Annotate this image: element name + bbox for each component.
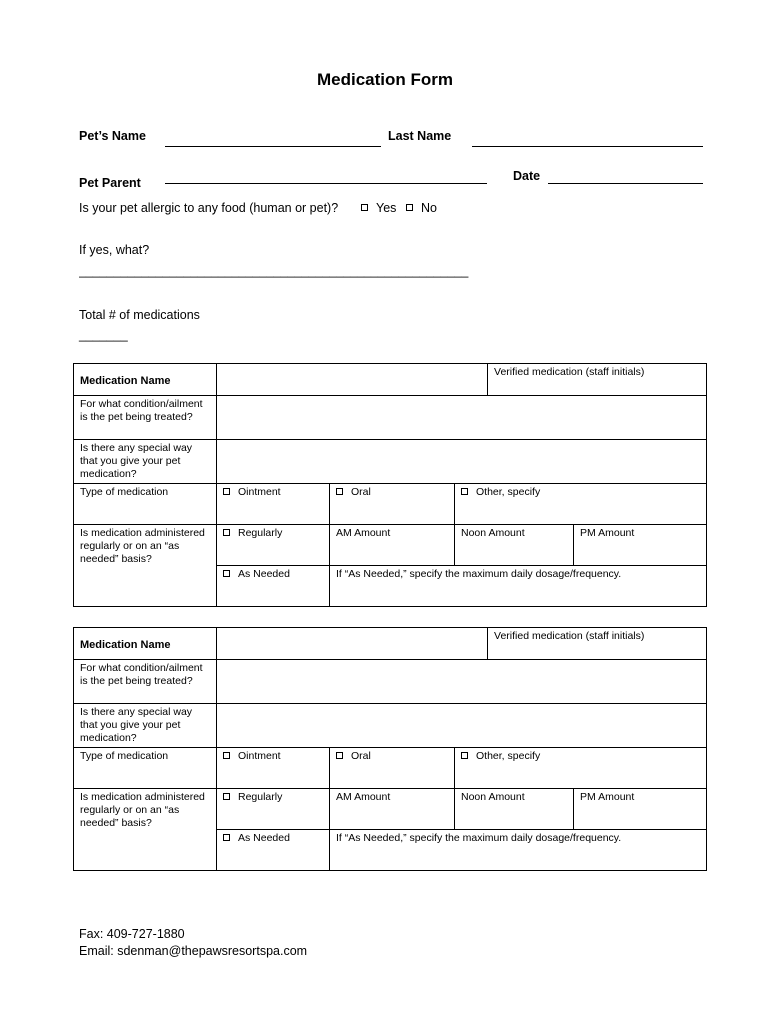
last-name-label: Last Name [388, 129, 452, 143]
pm-amount-cell[interactable]: PM Amount [574, 789, 707, 830]
checkbox-icon[interactable] [336, 488, 343, 495]
ointment-option[interactable] [217, 484, 330, 525]
fax-number: Fax: 409-727-1880 [79, 927, 185, 941]
other-option[interactable] [455, 748, 707, 789]
am-amount-cell[interactable]: AM Amount [330, 789, 455, 830]
checkbox-icon[interactable] [223, 752, 230, 759]
administered-label: Is medication administered regularly or on an “as needed” basis? [74, 789, 217, 871]
am-amount-cell[interactable]: AM Amount [330, 525, 455, 566]
pets-name-field[interactable] [165, 146, 381, 147]
oral-option[interactable] [330, 748, 455, 789]
as-needed-label: As Needed [238, 832, 290, 844]
condition-field[interactable] [217, 396, 707, 440]
medication-table-1 [73, 363, 707, 607]
noon-amount-cell[interactable]: Noon Amount [455, 789, 574, 830]
total-medications-field[interactable]: _______ [79, 328, 128, 342]
regularly-label: Regularly [238, 527, 283, 539]
condition-label: For what condition/ailment is the pet being treated? [74, 396, 217, 440]
checkbox-icon[interactable] [406, 204, 413, 211]
if-yes-field[interactable]: ________________________________________________________ [79, 264, 469, 278]
allergy-question: Is your pet allergic to any food (human or pet)? [79, 201, 339, 215]
medication-name-label: Medication Name [74, 628, 217, 660]
checkbox-icon[interactable] [223, 570, 230, 577]
as-needed-note[interactable]: If “As Needed,” specify the maximum daily dosage/frequency. [330, 830, 707, 871]
noon-amount-cell[interactable]: Noon Amount [455, 525, 574, 566]
ointment-option[interactable] [217, 748, 330, 789]
verified-medication-cell[interactable]: Verified medication (staff initials) [488, 364, 707, 396]
page-title: Medication Form [316, 70, 453, 89]
other-option[interactable] [455, 484, 707, 525]
special-way-label: Is there any special way that you give your pet medication? [74, 440, 217, 484]
pet-parent-field[interactable] [165, 183, 487, 184]
special-way-field[interactable] [217, 704, 707, 748]
regularly-option[interactable] [217, 789, 330, 830]
oral-label: Oral [351, 750, 371, 762]
checkbox-icon[interactable] [223, 834, 230, 841]
medication-name-field[interactable] [217, 628, 488, 660]
special-way-label: Is there any special way that you give your pet medication? [74, 704, 217, 748]
type-of-medication-label: Type of medication [74, 748, 217, 789]
other-label: Other, specify [476, 486, 541, 498]
as-needed-option[interactable] [217, 830, 330, 871]
special-way-field[interactable] [217, 440, 707, 484]
medication-table-2 [73, 627, 707, 871]
allergy-yes-option[interactable] [361, 201, 396, 215]
as-needed-option[interactable] [217, 566, 330, 607]
if-yes-label: If yes, what? [79, 243, 150, 257]
no-label: No [421, 201, 437, 215]
verified-medication-cell[interactable]: Verified medication (staff initials) [488, 628, 707, 660]
oral-option[interactable] [330, 484, 455, 525]
date-field[interactable] [548, 183, 703, 184]
checkbox-icon[interactable] [223, 793, 230, 800]
regularly-label: Regularly [238, 791, 283, 803]
checkbox-icon[interactable] [461, 752, 468, 759]
ointment-label: Ointment [238, 486, 281, 498]
allergy-no-option[interactable] [406, 201, 437, 215]
medication-name-label: Medication Name [74, 364, 217, 396]
checkbox-icon[interactable] [336, 752, 343, 759]
total-medications-label: Total # of medications [79, 308, 200, 322]
yes-label: Yes [376, 201, 397, 215]
date-label: Date [513, 169, 541, 183]
last-name-field[interactable] [472, 146, 703, 147]
checkbox-icon[interactable] [223, 488, 230, 495]
as-needed-label: As Needed [238, 568, 290, 580]
footer-contact [79, 926, 307, 960]
regularly-option[interactable] [217, 525, 330, 566]
checkbox-icon[interactable] [461, 488, 468, 495]
pets-name-label: Pet’s Name [79, 129, 146, 143]
pm-amount-cell[interactable]: PM Amount [574, 525, 707, 566]
checkbox-icon[interactable] [361, 204, 368, 211]
medication-name-field[interactable] [217, 364, 488, 396]
administered-label: Is medication administered regularly or on an “as needed” basis? [74, 525, 217, 607]
type-of-medication-label: Type of medication [74, 484, 217, 525]
pet-parent-label: Pet Parent [79, 176, 141, 190]
condition-label: For what condition/ailment is the pet being treated? [74, 660, 217, 704]
checkbox-icon[interactable] [223, 529, 230, 536]
email-address: Email: sdenman@thepawsresortspa.com [79, 944, 308, 958]
other-label: Other, specify [476, 750, 541, 762]
ointment-label: Ointment [238, 750, 281, 762]
as-needed-note[interactable]: If “As Needed,” specify the maximum daily dosage/frequency. [330, 566, 707, 607]
oral-label: Oral [351, 486, 371, 498]
condition-field[interactable] [217, 660, 707, 704]
